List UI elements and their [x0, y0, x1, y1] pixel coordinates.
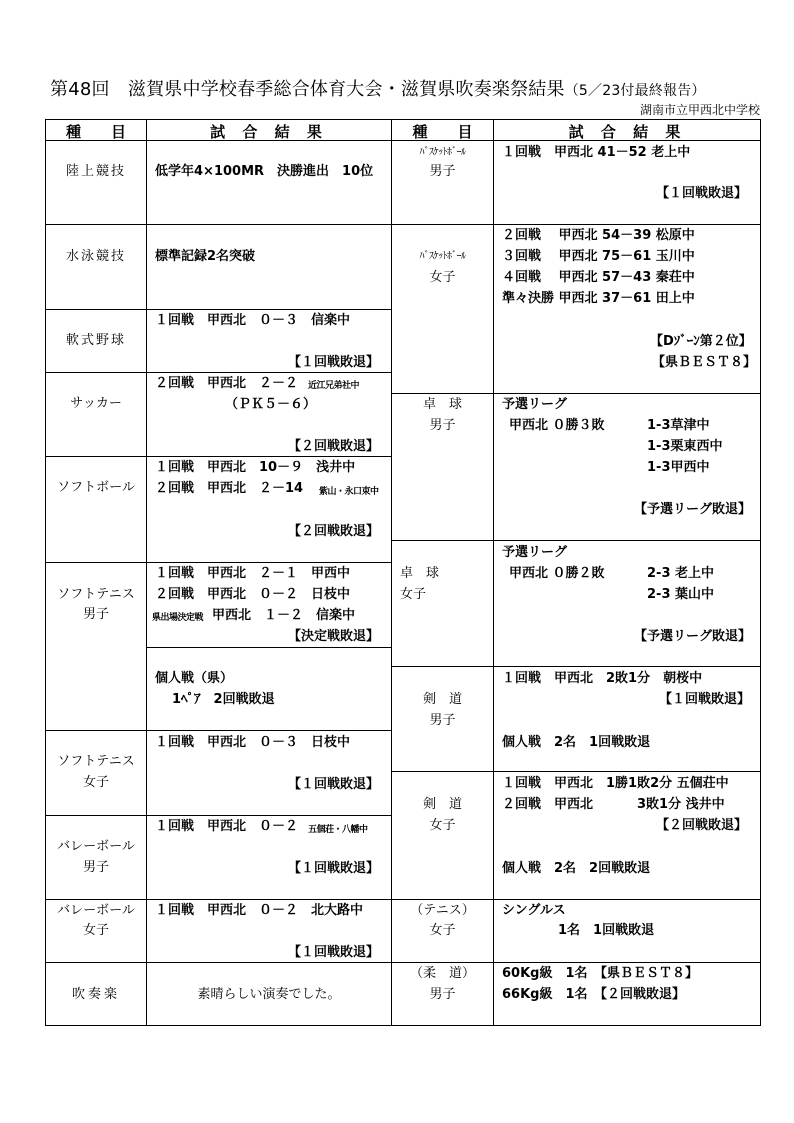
- result-line: 1名 1回戦敗退: [558, 923, 655, 938]
- header-result-left: 試 合 結 果: [210, 123, 328, 141]
- result-line: ２回戦 甲西北 ０－２ 日枝中: [155, 587, 351, 602]
- event-judo: （柔 道）: [409, 966, 475, 981]
- result-outcome: 【１回戦敗退】: [288, 945, 380, 960]
- result-line: 66Kg級 1名 【２回戦敗退】: [502, 987, 686, 1002]
- header-event-left: 種 目: [65, 123, 126, 141]
- event-gender: 女子: [82, 775, 109, 790]
- event-gender: 男子: [82, 607, 109, 622]
- event-gender: 女子: [82, 923, 109, 938]
- result-line: 2-3 老上中: [647, 566, 715, 581]
- event-gender: 女子: [400, 587, 427, 602]
- result-line: １回戦 甲西北 ０－２: [155, 819, 299, 834]
- result-outcome: 【予選リーグ敗退】: [634, 502, 752, 517]
- result-line: 甲西北 １－２ 信楽中: [212, 608, 356, 623]
- result-line: 個人戦 2名 2回戦敗退: [502, 861, 651, 876]
- result-opponent-small: 五個荘・八幡中: [308, 825, 368, 835]
- result-line: １回戦 甲西北 1勝1敗2分 五個荘中: [502, 776, 729, 791]
- result-opponent-small: 近江兄弟社中: [308, 381, 360, 391]
- result-line: 予選リーグ: [502, 397, 568, 412]
- result-outcome: 【１回戦敗退】: [288, 861, 380, 876]
- result-outcome: 【予選リーグ敗退】: [634, 629, 752, 644]
- event-kendo: 剣 道: [422, 692, 462, 707]
- result-line: ３回戦 甲西北 75－61 玉川中: [502, 249, 695, 264]
- result-line: ２回戦 甲西北 ２－２: [155, 376, 299, 391]
- result-line: 1-3草津中: [647, 418, 710, 433]
- event-soccer: サッカー: [70, 396, 122, 411]
- result-outcome: 【Dｿﾞｰﾝ第２位】: [650, 334, 752, 349]
- result-round-small: 県出場決定戦: [152, 613, 204, 623]
- result-outcome: 【県ＢＥＳＴ８】: [652, 355, 757, 370]
- result-line: ２回戦 甲西北 ２－14: [155, 481, 304, 496]
- event-gender: 男子: [429, 164, 456, 179]
- result-opponent-small: 紫山・永口束中: [319, 487, 379, 497]
- event-gender: 男子: [429, 713, 456, 728]
- event-basketball: ﾊﾞｽｹｯﾄﾎﾞｰﾙ: [419, 251, 466, 262]
- result-line: （ＰＫ５－６）: [225, 397, 317, 412]
- result-line: １回戦 甲西北 ０－３ 日枝中: [155, 735, 351, 750]
- school-name: 湖南市立甲西北中学校: [639, 103, 760, 117]
- event-gender: 男子: [82, 860, 109, 875]
- event-gender: 女子: [429, 818, 456, 833]
- event-track: 陸上競技: [65, 164, 126, 179]
- title-note: （5／23付最終報告）: [564, 83, 706, 99]
- result-line: 3敗1分 浅井中: [637, 797, 725, 812]
- result-line: ２回戦 甲西北 54－39 松原中: [502, 228, 695, 243]
- event-gender: 男子: [429, 987, 456, 1002]
- event-soft-tennis: ソフトテニス: [57, 587, 135, 602]
- event-volleyball: バレーボール: [57, 903, 135, 918]
- result-line: １回戦 甲西北 ０－２ 北大路中: [155, 903, 364, 918]
- result-line: シングルス: [502, 903, 566, 918]
- result-line: 個人戦 2名 1回戦敗退: [502, 735, 651, 750]
- event-brass-band: 吹奏楽: [71, 987, 120, 1002]
- event-swimming: 水泳競技: [65, 249, 126, 264]
- result-outcome: 【１回戦敗退】: [659, 692, 751, 707]
- event-softball: ソフトボール: [57, 480, 135, 495]
- result-outcome: 【決定戦敗退】: [288, 629, 380, 644]
- event-gender: 女子: [429, 923, 456, 938]
- event-gender: 男子: [429, 418, 456, 433]
- header-result-right: 試 合 結 果: [568, 123, 687, 141]
- result-line: １回戦 甲西北 2敗1分 朝桜中: [502, 671, 703, 686]
- result-line: 甲西北 ０勝２敗: [509, 566, 605, 581]
- result-line: ４回戦 甲西北 57－43 秦荘中: [502, 270, 695, 285]
- event-table-tennis: 卓 球: [422, 397, 462, 412]
- event-baseball: 軟式野球: [65, 333, 126, 348]
- event-soft-tennis: ソフトテニス: [57, 754, 135, 769]
- result-line: 個人戦（県）: [155, 671, 234, 686]
- header-event-right: 種 目: [412, 123, 473, 141]
- result-line: 甲西北 ０勝３敗: [509, 418, 605, 433]
- event-basketball: ﾊﾞｽｹｯﾄﾎﾞｰﾙ: [419, 147, 466, 158]
- result-outcome: 【１回戦敗退】: [288, 355, 380, 370]
- result-outcome: 【２回戦敗退】: [656, 818, 748, 833]
- event-table-tennis: 卓 球: [400, 566, 440, 581]
- result-line: 1-3甲西中: [647, 460, 710, 475]
- result-line: 1ﾍﾟｱ 2回戦敗退: [172, 692, 275, 707]
- result-line: 2-3 葉山中: [647, 587, 715, 602]
- result-line: １回戦 甲西北 10－９ 浅井中: [155, 460, 356, 475]
- result-outcome: 【１回戦敗退】: [288, 777, 380, 792]
- result-line: １回戦 甲西北 ０－３ 信楽中: [155, 313, 351, 328]
- event-gender: 女子: [429, 270, 456, 285]
- page-title: [50, 75, 706, 101]
- result-line: 1-3栗東西中: [647, 439, 723, 454]
- title-main: 第48回 滋賀県中学校春季総合体育大会・滋賀県吹奏楽祭結果: [50, 79, 565, 100]
- result-outcome: 【２回戦敗退】: [288, 524, 380, 539]
- result-line: １回戦 甲西北 ２－１ 甲西中: [155, 566, 351, 581]
- result-line: ２回戦 甲西北: [502, 797, 594, 812]
- result-line: 低学年4×100MR 決勝進出 10位: [155, 164, 374, 179]
- result-outcome: 【２回戦敗退】: [288, 439, 380, 454]
- result-line: 素晴らしい演奏でした。: [197, 987, 341, 1002]
- result-outcome: 【１回戦敗退】: [656, 186, 748, 201]
- event-volleyball: バレーボール: [57, 839, 135, 854]
- result-line: 準々決勝 甲西北 37－61 田上中: [502, 291, 695, 306]
- result-line: １回戦 甲西北 41－52 老上中: [502, 145, 691, 160]
- event-tennis: （テニス）: [410, 903, 475, 918]
- result-line: 標準記録2名突破: [155, 249, 256, 264]
- result-line: 予選リーグ: [502, 545, 568, 560]
- event-kendo: 剣 道: [422, 797, 462, 812]
- result-line: 60Kg級 1名 【県ＢＥＳＴ８】: [502, 966, 699, 981]
